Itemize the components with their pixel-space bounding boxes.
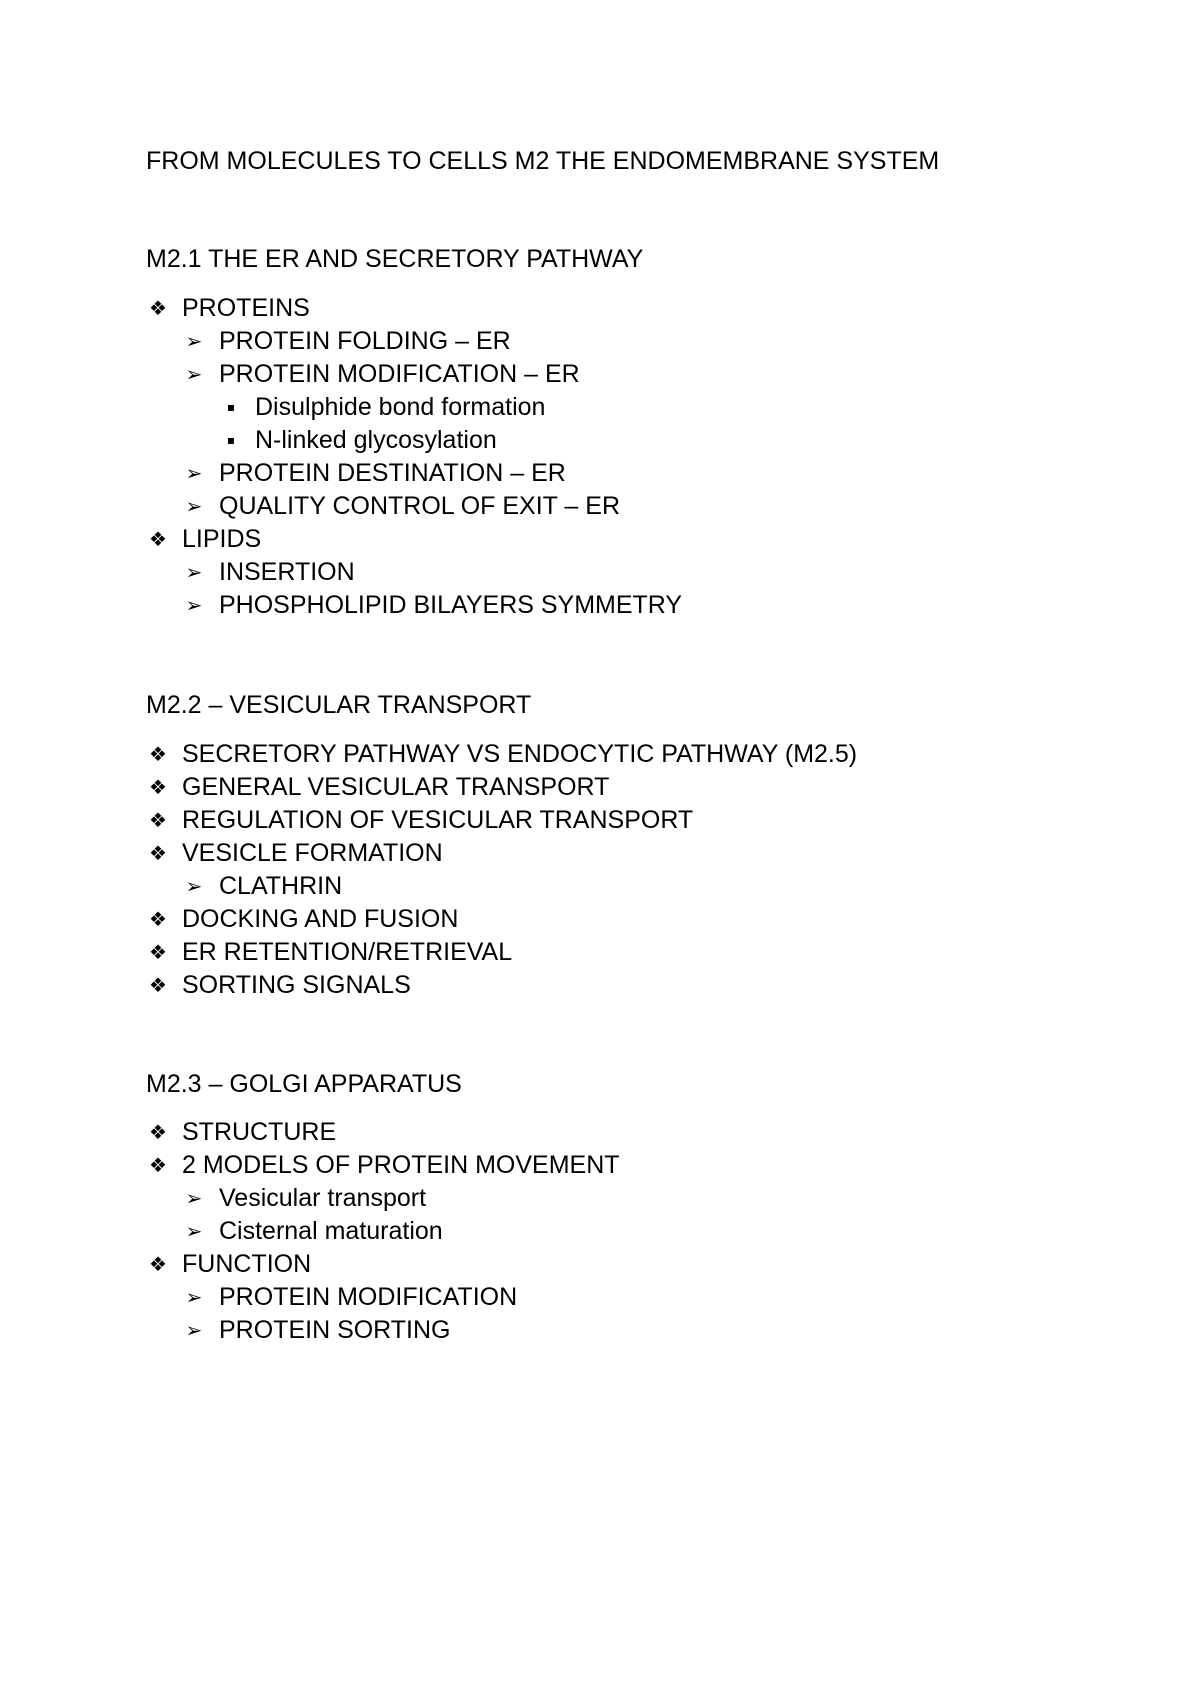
arrow-bullet-icon: ➢	[185, 874, 203, 898]
list-item-text: STRUCTURE	[182, 1118, 337, 1146]
list-item	[146, 1248, 1146, 1281]
list-item	[146, 870, 1146, 903]
section-item-list	[146, 738, 1146, 1002]
diamond-bullet-icon: ❖	[149, 973, 167, 997]
list-item	[146, 1281, 1146, 1314]
list-item-text: SECRETORY PATHWAY VS ENDOCYTIC PATHWAY (M2.5)	[182, 740, 858, 768]
section-item-list	[146, 292, 1146, 622]
list-item-text: PROTEIN DESTINATION – ER	[219, 459, 566, 487]
list-item-text: 2 MODELS OF PROTEIN MOVEMENT	[182, 1151, 620, 1179]
list-item-text: REGULATION OF VESICULAR TRANSPORT	[182, 806, 694, 834]
list-item-text: PROTEIN FOLDING – ER	[219, 327, 511, 355]
arrow-bullet-icon: ➢	[185, 494, 203, 518]
arrow-bullet-icon: ➢	[185, 1318, 203, 1342]
list-item	[146, 325, 1146, 358]
list-item-text: INSERTION	[219, 558, 355, 586]
section-heading: M2.2 – VESICULAR TRANSPORT	[146, 691, 532, 719]
diamond-bullet-icon: ❖	[149, 527, 167, 551]
diamond-bullet-icon: ❖	[149, 742, 167, 766]
list-item-text: SORTING SIGNALS	[182, 971, 411, 999]
list-item-text: PHOSPHOLIPID BILAYERS SYMMETRY	[219, 591, 683, 619]
list-item	[146, 391, 1146, 424]
list-item-text: PROTEINS	[182, 294, 310, 322]
diamond-bullet-icon: ❖	[149, 1153, 167, 1177]
list-item-text: CLATHRIN	[219, 872, 343, 900]
list-item	[146, 1182, 1146, 1215]
list-item	[146, 523, 1146, 556]
arrow-bullet-icon: ➢	[185, 461, 203, 485]
list-item	[146, 457, 1146, 490]
section-item-list	[146, 1116, 1146, 1347]
list-item	[146, 903, 1146, 936]
arrow-bullet-icon: ➢	[185, 1219, 203, 1243]
diamond-bullet-icon: ❖	[149, 1252, 167, 1276]
arrow-bullet-icon: ➢	[185, 329, 203, 353]
list-item-text: LIPIDS	[182, 525, 262, 553]
list-item-text: PROTEIN MODIFICATION – ER	[219, 360, 580, 388]
list-item	[146, 969, 1146, 1002]
diamond-bullet-icon: ❖	[149, 940, 167, 964]
list-item	[146, 556, 1146, 589]
list-item-text: ER RETENTION/RETRIEVAL	[182, 938, 513, 966]
arrow-bullet-icon: ➢	[185, 560, 203, 584]
list-item	[146, 1314, 1146, 1347]
list-item-text: PROTEIN SORTING	[219, 1316, 451, 1344]
arrow-bullet-icon: ➢	[185, 1186, 203, 1210]
list-item-text: QUALITY CONTROL OF EXIT – ER	[219, 492, 621, 520]
list-item-text: N-linked glycosylation	[255, 426, 497, 454]
diamond-bullet-icon: ❖	[149, 907, 167, 931]
list-item	[146, 292, 1146, 325]
list-item	[146, 738, 1146, 771]
arrow-bullet-icon: ➢	[185, 1285, 203, 1309]
list-item-text: GENERAL VESICULAR TRANSPORT	[182, 773, 610, 801]
list-item	[146, 589, 1146, 622]
list-item	[146, 1149, 1146, 1182]
arrow-bullet-icon: ➢	[185, 593, 203, 617]
list-item	[146, 1215, 1146, 1248]
square-bullet-icon: ▪	[226, 400, 236, 414]
list-item	[146, 358, 1146, 391]
list-item	[146, 837, 1146, 870]
list-item-text: VESICLE FORMATION	[182, 839, 443, 867]
list-item-text: PROTEIN MODIFICATION	[219, 1283, 518, 1311]
list-item	[146, 804, 1146, 837]
list-item-text: FUNCTION	[182, 1250, 312, 1278]
square-bullet-icon: ▪	[226, 433, 236, 447]
list-item	[146, 1116, 1146, 1149]
list-item-text: DOCKING AND FUSION	[182, 905, 459, 933]
section-heading: M2.3 – GOLGI APPARATUS	[146, 1070, 462, 1098]
diamond-bullet-icon: ❖	[149, 775, 167, 799]
list-item	[146, 936, 1146, 969]
list-item-text: Cisternal maturation	[219, 1217, 443, 1245]
document-title: FROM MOLECULES TO CELLS M2 THE ENDOMEMBRANE SYSTEM	[146, 147, 940, 175]
diamond-bullet-icon: ❖	[149, 1120, 167, 1144]
list-item	[146, 424, 1146, 457]
section-heading: M2.1 THE ER AND SECRETORY PATHWAY	[146, 245, 644, 273]
diamond-bullet-icon: ❖	[149, 296, 167, 320]
list-item-text: Disulphide bond formation	[255, 393, 546, 421]
list-item	[146, 490, 1146, 523]
list-item	[146, 771, 1146, 804]
list-item-text: Vesicular transport	[219, 1184, 427, 1212]
diamond-bullet-icon: ❖	[149, 808, 167, 832]
arrow-bullet-icon: ➢	[185, 362, 203, 386]
diamond-bullet-icon: ❖	[149, 841, 167, 865]
